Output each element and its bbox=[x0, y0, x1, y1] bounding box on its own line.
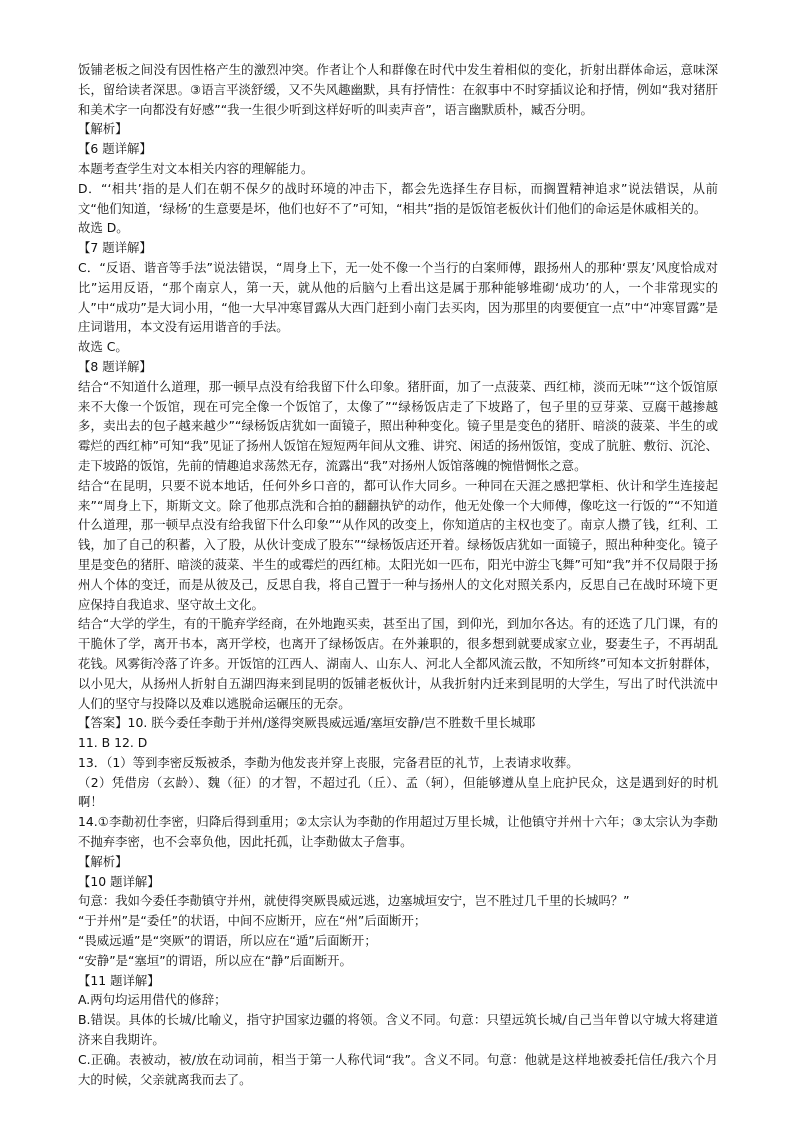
text-paragraph: 结合“大学的学生，有的干脆弃学经商，在外地跑买卖，甚至出了国，到仰光，到加尔各达。有的还选了几门课，有的干脆休了学，离开书本，离开学校，也离开了绿杨饭店。在外兼职的，很多想到就要成家立业，娶妻生子，不再胡乱花钱。风雾街冷落了许多。开饭馆的江西人、湖南人、山东人、河北人全都风流云散，不知所终”可知本文折射群体，以小见大，从扬州人折射自五湖四海来到昆明的饭铺老板伙计，从我折射内迁来到昆明的大学生，写出了时代洪流中人们的坚守与投降以及难以逃脱命运碾压的无奈。 bbox=[78, 616, 718, 711]
text-paragraph: （2）凭借房（玄龄）、魏（征）的才智，不超过孔（丘）、孟（轲），但能够遵从皇上庇护民众，这是遇到好的时机啊！ bbox=[78, 774, 718, 810]
section-heading: 【10 题详解】 bbox=[78, 873, 160, 889]
text-paragraph: 11. B 12. D bbox=[78, 735, 148, 751]
text-paragraph: 14.①李勣初仕李密，归降后得到重用；②太宗认为李勣的作用超过万里长城，让他镇守并州十六年；③太宗认为李勣不抛弃李密，也不会辜负他，因此托孤，让李勣做太子詹事。 bbox=[78, 814, 718, 850]
section-heading: 【6 题详解】 bbox=[78, 141, 152, 157]
text-paragraph: “安静”是“塞垣”的谓语，所以应在“静”后面断开。 bbox=[78, 952, 352, 968]
section-heading: 【8 题详解】 bbox=[78, 358, 152, 374]
text-paragraph: 13．（1）等到李密反叛被杀，李勣为他发丧并穿上丧服，完备君臣的礼节，上表请求收葬。 bbox=[78, 754, 579, 770]
text-paragraph: “畏威远遁”是“突厥”的谓语，所以应在“遁”后面断开； bbox=[78, 933, 377, 949]
document-page bbox=[78, 60, 718, 1089]
section-heading: 【解析】 bbox=[78, 121, 128, 137]
section-heading: 【11 题详解】 bbox=[78, 972, 160, 988]
section-heading: 【7 题详解】 bbox=[78, 240, 152, 256]
text-paragraph: 结合“在昆明，只要不说本地话，任何外乡口音的，都可认作大同乡。一种同在天涯之感把掌柜、伙计和学生连接起来”“周身上下，斯斯文文。除了他那点洗和合拍的翻翻执铲的动作，他无处像一个大师傅，像吃这一行饭的”“不知道什么道理，那一顿早点没有给我留下什么印象”“从作风的改变上，你知道店的主权也变了。南京人攒了钱，红利、工钱，加了自己的积蓄，入了股，从伙计变成了股东”“绿杨饭店还开着。绿杨饭店犹如一面镜子，照出种种变化。镜子里是变色的猪肝、暗淡的菠菜、半生的或霉烂的西红柿。太阳光如一匹布，阳光中游尘飞舞”可知“我”并不仅局限于扬州人个体的变迁，而是从彼及己，反思自我，将自己置于一种与扬州人的文化对照关系内，反思自己在战时环境下更应保持自我追求、坚守故土文化。 bbox=[78, 477, 718, 612]
text-paragraph: 句意：我如今委任李勣镇守并州，就使得突厥畏威远逃，边塞城垣安宁，岂不胜过几千里的长城吗？” bbox=[78, 893, 630, 909]
section-heading: 【答案】10. 朕今委任李勣于并州/遂得突厥畏威远遁/塞垣安静/岂不胜数千里长城耶 bbox=[78, 715, 536, 731]
text-paragraph: A.两句均运用借代的修辞； bbox=[78, 992, 227, 1008]
text-paragraph: D．“‘相共’指的是人们在朝不保夕的战时环境的冲击下，都会先选择生存目标，而搁置精神追求”说法错误，从前文“他们知道，‘绿杨’的生意要是坏，他们也好不了”可知，“相共”指的是饭馆老板伙计们他们的命运是休戚相关的。 bbox=[78, 180, 718, 216]
section-heading: 【解析】 bbox=[78, 853, 128, 869]
text-paragraph: “于并州”是“委任”的状语，中间不应断开，应在“州”后面断开； bbox=[78, 913, 427, 929]
text-paragraph: 故选 D。 bbox=[78, 220, 129, 236]
text-paragraph: B.错误。具体的长城/比喻义，指守护国家边疆的将领。含义不同。句意：只望远筑长城/自己当年曾以守城大将建道济来自我期许。 bbox=[78, 1012, 718, 1048]
text-paragraph: 故选 C。 bbox=[78, 339, 128, 355]
text-paragraph: 结合“不知道什么道理，那一顿早点没有给我留下什么印象。猪肝面，加了一点菠菜、西红柿，淡而无味”“这个饭馆原来不大像一个饭馆，现在可完全像一个饭馆了，太像了”“绿杨饭店走了下坡路了，包子里的豆芽菜、豆腐干越掺越多，卖出去的包子越来越少”“绿杨饭店犹如一面镜子，照出种种变化。镜子里是变色的猪肝、暗淡的菠菜、半生的或霉烂的西红柿”可知“我”见证了扬州人饭馆在短短两年间从文雅、讲究、闲适的扬州饭馆，变成了肮脏、敷衍、沉沦、走下坡路的饭馆，先前的情趣追求荡然无存，流露出“我”对扬州人饭馆落魄的惋惜惆怅之意。 bbox=[78, 378, 718, 473]
text-paragraph: 饭铺老板之间没有因性格产生的激烈冲突。作者让个人和群像在时代中发生着相似的变化，折射出群体命运，意味深长，留给读者深思。③语言平淡舒缓，又不失风趣幽默，具有抒情性：在叙事中不时穿插议论和抒情，例如“我对猪肝和美术字一向都没有好感”“我一生很少听到这样好听的叫卖声音”，语言幽默质朴，臧否分明。 bbox=[78, 62, 718, 117]
text-paragraph: C.正确。表被动，被/放在动词前，相当于第一人称代词“我”。含义不同。句意：他就是这样地被委托信任/我六个月大的时候，父亲就离我而去了。 bbox=[78, 1051, 718, 1087]
text-paragraph: 本题考查学生对文本相关内容的理解能力。 bbox=[78, 160, 314, 176]
text-paragraph: C．“反语、谐音等手法”说法错误，“周身上下，无一处不像一个当行的白案师傅，跟扬州人的那种‘票友’风度恰成对比”运用反语，“那个南京人，第一天，就从他的后脑勺上看出这是属于那种能够堆砌‘成功’的人，一个非常现实的人”中“成功”是大词小用，“他一大早冲寒冒露从大西门赶到小南门去买肉，因为那里的肉要便宜一点”中“冲寒冒露”是庄词谐用，本文没有运用谐音的手法。 bbox=[78, 259, 718, 335]
